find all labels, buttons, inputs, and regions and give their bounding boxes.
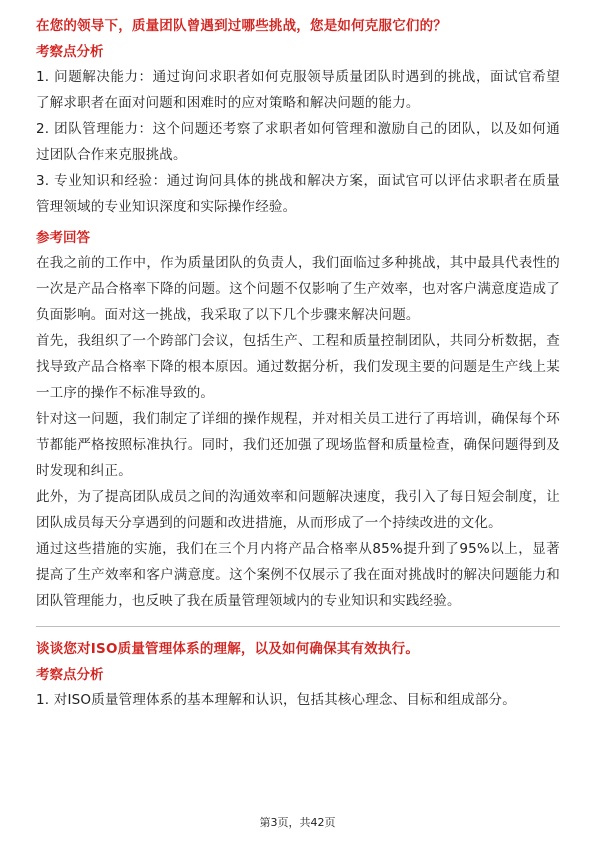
question-2-title: 谈谈您对ISO质量管理体系的理解，以及如何确保其有效执行。	[36, 641, 420, 657]
q1-answer-paragraph-4: 此外，为了提高团队成员之间的沟通效率和问题解决速度，我引入了每日短会制度，让团队成员每天分享遇到的问题和改进措施，从而形成了一个持续改进的文化。	[36, 489, 560, 531]
page-number: 第3页，共42页	[259, 816, 336, 829]
q1-answer-paragraph-3: 针对这一问题，我们制定了详细的操作规程，并对相关员工进行了再培训，确保每个环节都能严格按照标准执行。同时，我们还加强了现场监督和质量检查，确保问题得到及时发现和纠正。	[36, 411, 560, 479]
q1-analysis-item-2: 2. 团队管理能力：这个问题还考察了求职者如何管理和激励自己的团队，以及如何通过团队合作来克服挑战。	[36, 121, 560, 163]
q1-analysis-heading: 考察点分析	[36, 44, 104, 60]
question-1-title: 在您的领导下，质量团队曾遇到过哪些挑战，您是如何克服它们的？	[36, 18, 447, 34]
q2-analysis-heading: 考察点分析	[36, 667, 104, 683]
q1-answer-paragraph-5: 通过这些措施的实施，我们在三个月内将产品合格率从85%提升到了95%以上，显著提高了生产效率和客户满意度。这个案例不仅展示了我在面对挑战时的解决问题能力和团队管理能力，也反映了我在质量管理领域内的专业知识和实践经验。	[36, 541, 560, 609]
document-page	[36, 14, 560, 713]
q1-analysis-item-1: 1. 问题解决能力：通过询问求职者如何克服领导质量团队时遇到的挑战，面试官希望了解求职者在面对问题和困难时的应对策略和解决问题的能力。	[36, 69, 560, 111]
q1-answer-paragraph-1: 在我之前的工作中，作为质量团队的负责人，我们面临过多种挑战，其中最具代表性的一次是产品合格率下降的问题。这个问题不仅影响了生产效率，也对客户满意度造成了负面影响。面对这一挑战，我采取了以下几个步骤来解决问题。	[36, 255, 560, 323]
q1-answer-paragraph-2: 首先，我组织了一个跨部门会议，包括生产、工程和质量控制团队，共同分析数据，查找导致产品合格率下降的根本原因。通过数据分析，我们发现主要的问题是生产线上某一工序的操作不标准导致的。	[36, 333, 560, 401]
q1-analysis-item-3: 3. 专业知识和经验：通过询问具体的挑战和解决方案，面试官可以评估求职者在质量管理领域的专业知识深度和实际操作经验。	[36, 173, 560, 215]
q1-answer-heading: 参考回答	[36, 230, 90, 246]
q2-analysis-item-1: 1. 对ISO质量管理体系的基本理解和认识，包括其核心理念、目标和组成部分。	[36, 692, 516, 708]
section-divider	[36, 626, 560, 627]
